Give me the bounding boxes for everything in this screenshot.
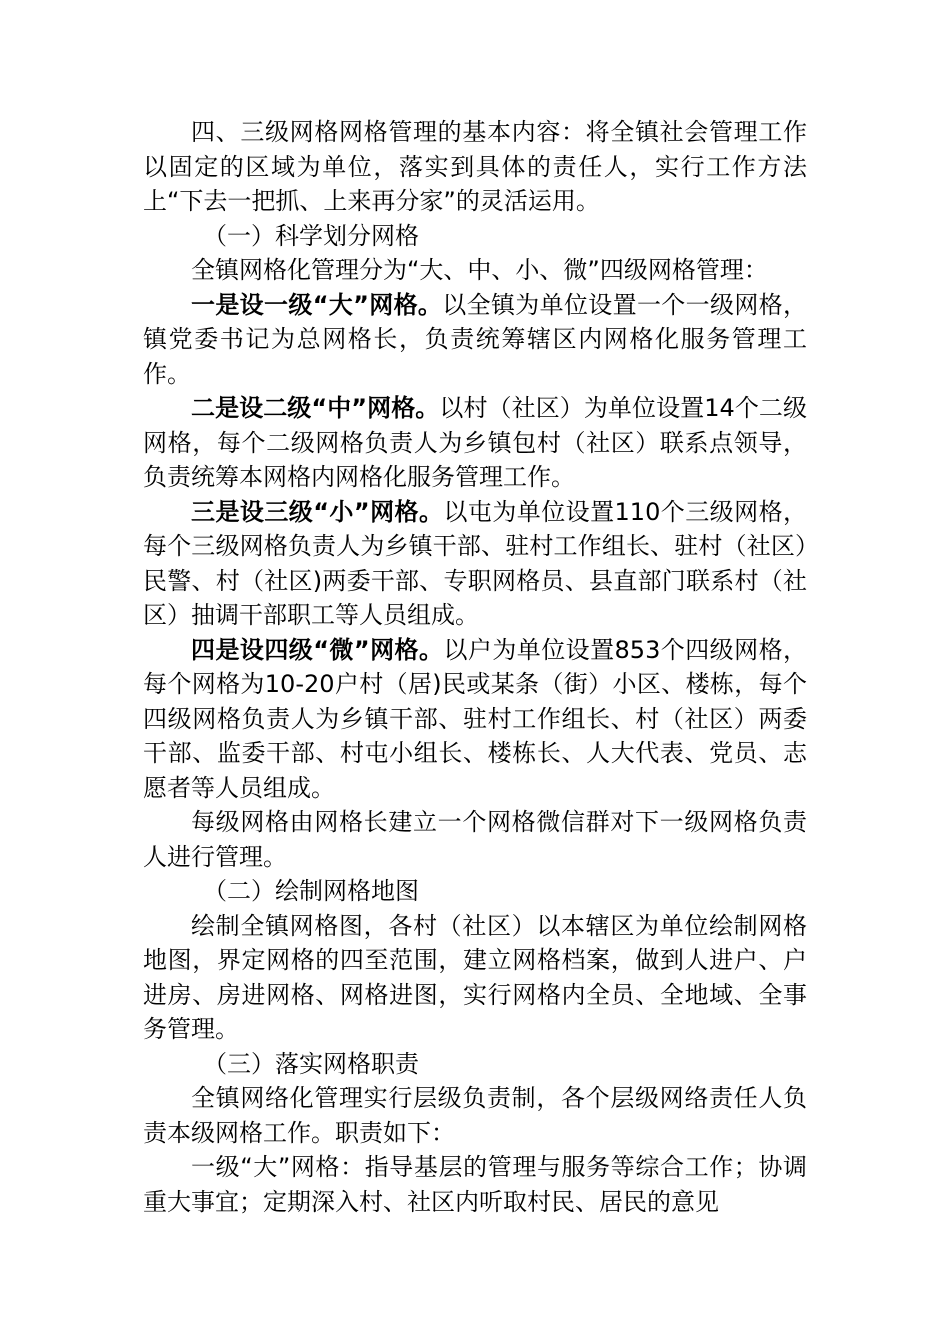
paragraph-text: 以户为单位设置853个四级网格，每个网格为10-20户村（居)民或某条（街）小区、楼栋，每个四级网格负责人为乡镇干部、驻村工作组长、村（社区）两委干部、监委干部、村屯小组长、楼栋长、人大代表、党员、志愿者等人员组成。	[143, 635, 808, 802]
responsibility-system-paragraph	[143, 1081, 807, 1150]
paragraph-text: 每级网格由网格长建立一个网格微信群对下一级网格负责人进行管理。	[143, 808, 807, 871]
paragraph-text: 全镇网格化管理分为“大、中、小、微”四级网格管理：	[191, 256, 768, 284]
level-one-duties-paragraph	[143, 1150, 807, 1219]
level-three-lead: 三是设三级“小”网格。	[191, 497, 444, 526]
paragraph-text: 绘制全镇网格图，各村（社区）以本辖区为单位绘制网格地图，界定网格的四至范围，建立网格档案，做到人进户、户进房、房进网格、网格进图，实行网格内全员、全地域、全事务管理。	[143, 911, 807, 1043]
subheading-text: （一）科学划分网格	[203, 221, 419, 250]
subheading-text: （二）绘制网格地图	[203, 877, 419, 905]
section-four-intro	[143, 115, 807, 219]
level-four-lead: 四是设四级“微”网格。	[191, 635, 444, 664]
paragraph-text: 一级“大”网格：指导基层的管理与服务等综合工作；协调重大事宜；定期深入村、社区内听取村民、居民的意见	[143, 1153, 807, 1216]
level-two-lead: 二是设二级“中”网格。	[191, 394, 440, 422]
level-four-grid-paragraph	[143, 633, 807, 806]
paragraph-text: 以全镇为单位设置一个一级网格，镇党委书记为总网格长，负责统筹辖区内网格化服务管理工作。	[143, 290, 807, 388]
level-three-grid-paragraph	[143, 495, 807, 633]
grid-levels-summary	[143, 253, 807, 288]
subheading-draw-map	[143, 874, 807, 909]
subheading-responsibilities	[143, 1047, 807, 1082]
wechat-group-paragraph	[143, 805, 807, 874]
subheading-text: （三）落实网格职责	[203, 1049, 419, 1078]
level-one-lead: 一是设一级“大”网格。	[191, 290, 443, 319]
level-one-grid-paragraph	[143, 288, 807, 392]
level-two-grid-paragraph	[143, 391, 807, 495]
paragraph-text: 以屯为单位设置110个三级网格，每个三级网格负责人为乡镇干部、驻村工作组长、驻村（社区）民警、村（社区)两委干部、专职网格员、县直部门联系村（社区）抽调干部职工等人员组成。	[143, 497, 808, 629]
draw-map-paragraph	[143, 909, 807, 1047]
subheading-divide-grid	[143, 219, 807, 254]
paragraph-text: 以村（社区）为单位设置14个二级网格，每个二级网格负责人为乡镇包村（社区）联系点领导，负责统筹本网格内网格化服务管理工作。	[143, 394, 807, 491]
document-body	[143, 115, 807, 1219]
paragraph-text: 全镇网络化管理实行层级负责制，各个层级网络责任人负责本级网格工作。职责如下：	[143, 1084, 807, 1147]
paragraph-text: 四、三级网格网格管理的基本内容：将全镇社会管理工作以固定的区域为单位，落实到具体的责任人，实行工作方法上“下去一把抓、上来再分家”的灵活运用。	[143, 118, 807, 215]
